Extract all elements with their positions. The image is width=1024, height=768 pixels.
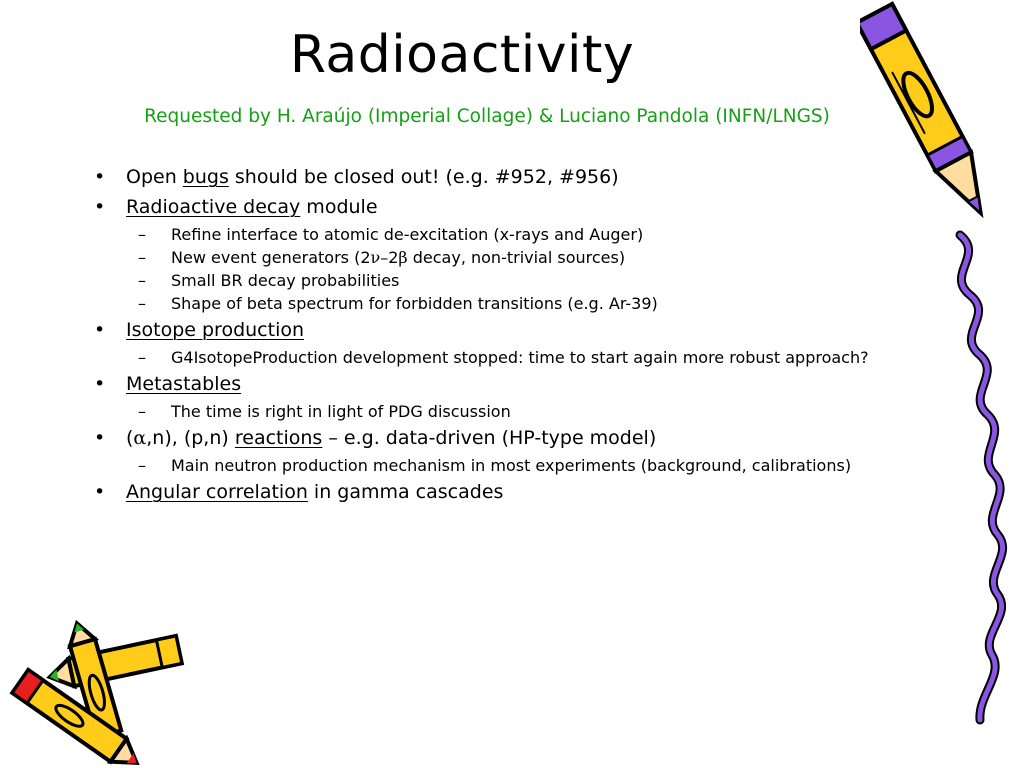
bullet-text: should be closed out! (e.g. #952, #956): [228, 166, 619, 188]
bullet-text: in gamma cascades: [307, 481, 504, 503]
bullet-radioactive-decay: [94, 193, 894, 221]
bullet-marker: •: [94, 481, 106, 503]
bullet-text: module: [300, 196, 378, 218]
sub-bullet-text: Refine interface to atomic de-excitation (x-rays and Auger): [171, 225, 644, 244]
bullet-list: [94, 163, 894, 508]
bullet-marker: •: [94, 196, 106, 218]
bullet-isotope-production: [94, 316, 894, 344]
bullet-reactions: [94, 424, 894, 452]
bullet-bugs: [94, 163, 894, 191]
sub-bullet: [94, 402, 894, 421]
bullet-text: ,n), (p,n): [146, 427, 235, 449]
sub-bullet-text: 2: [388, 248, 399, 267]
sub-bullet: [94, 271, 894, 290]
crayons-bottom-left-icon: [0, 620, 210, 768]
angular-correlation-link[interactable]: Angular correlation: [126, 481, 308, 503]
sub-bullet: [94, 248, 894, 267]
sub-bullet: [94, 348, 894, 367]
sub-marker: –: [138, 271, 146, 290]
sub-bullet-text: The time is right in light of PDG discussion: [171, 402, 511, 421]
sub-bullet-text: Main neutron production mechanism in most experiments (background, calibrations): [171, 456, 852, 475]
sub-marker: –: [138, 348, 146, 367]
bullet-metastables: [94, 370, 894, 398]
beta-symbol: β: [398, 248, 408, 267]
sub-marker: –: [138, 402, 146, 421]
sub-bullet: [94, 456, 894, 475]
squiggle-line-icon: [940, 230, 1020, 730]
isotope-production-link[interactable]: Isotope production: [126, 319, 305, 341]
bullet-angular-correlation: [94, 478, 894, 506]
sub-bullet-text: New event generators (2: [171, 248, 371, 267]
slide-title: Radioactivity: [289, 25, 635, 85]
sub-bullet-text: decay, non-trivial sources): [407, 248, 626, 267]
dash-symbol: –: [380, 248, 389, 267]
sub-bullet-text: Shape of beta spectrum for forbidden transitions (e.g. Ar-39): [171, 294, 658, 313]
sub-bullet: [94, 294, 894, 313]
reactions-link[interactable]: reactions: [234, 427, 323, 449]
bullet-marker: •: [94, 373, 106, 395]
radioactive-decay-link[interactable]: Radioactive decay: [126, 196, 301, 218]
sub-bullet-text: Small BR decay probabilities: [171, 271, 400, 290]
bullet-text: (: [126, 427, 134, 449]
bullet-marker: •: [94, 166, 106, 188]
bullet-text: Open: [126, 166, 183, 188]
nu-symbol: ν: [370, 248, 381, 267]
bullet-text: – e.g. data-driven (HP-type model): [322, 427, 657, 449]
sub-marker: –: [138, 456, 146, 475]
slide-subtitle: Requested by H. Araújo (Imperial Collage) & Luciano Pandola (INFN/LNGS): [144, 106, 830, 127]
sub-marker: –: [138, 294, 146, 313]
sub-bullet-text: G4IsotopeProduction development stopped: time to start again more robust approach?: [171, 348, 869, 367]
metastables-link[interactable]: Metastables: [126, 373, 242, 395]
alpha-symbol: α: [133, 427, 147, 449]
sub-marker: –: [138, 248, 146, 267]
sub-marker: –: [138, 225, 146, 244]
bullet-marker: •: [94, 427, 106, 449]
bullet-marker: •: [94, 319, 106, 341]
sub-bullet: [94, 225, 894, 244]
bugs-link[interactable]: bugs: [182, 166, 229, 188]
